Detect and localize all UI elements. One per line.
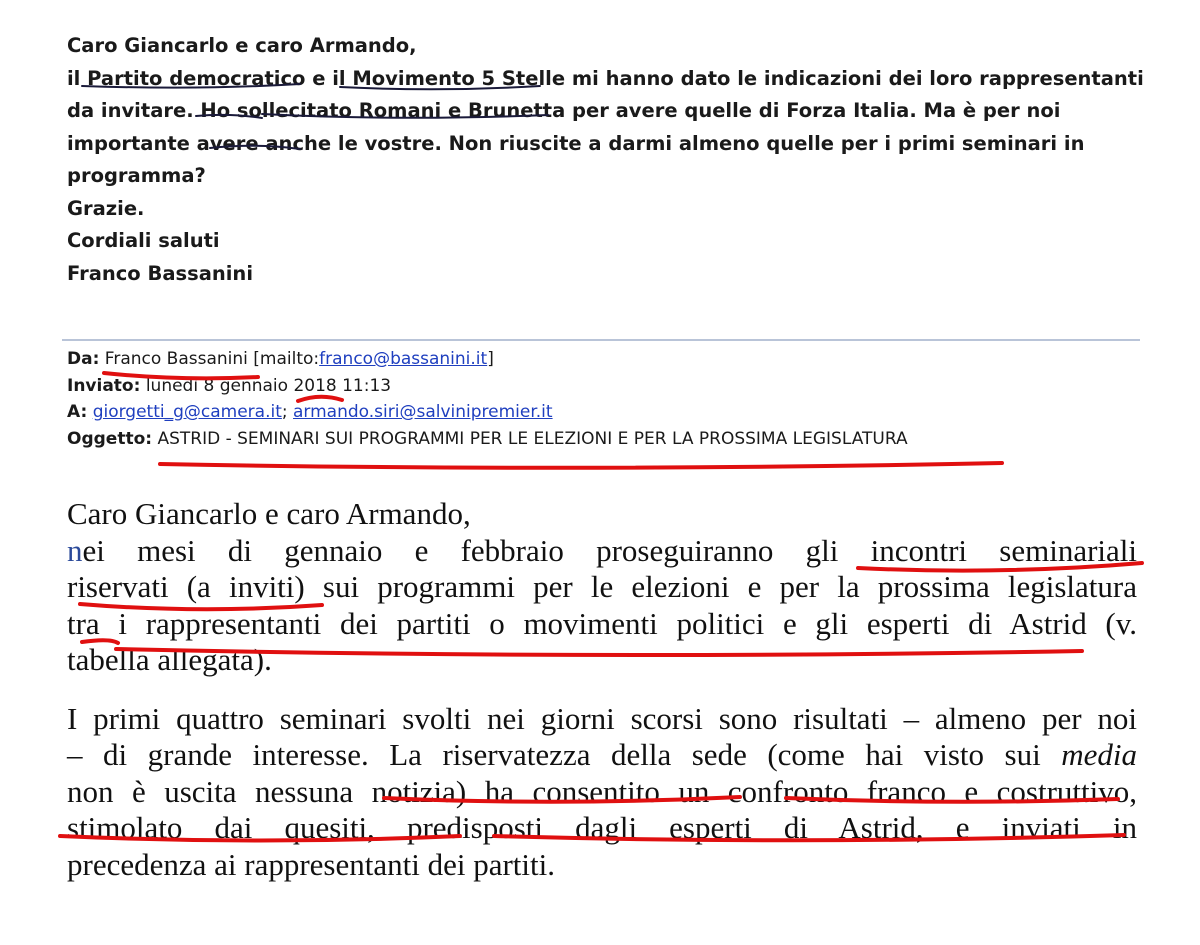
from-name: Franco Bassanini — [104, 349, 248, 369]
reply-signature: Franco Bassanini — [67, 261, 254, 285]
sent-value: lunedì 8 gennaio 2018 11:13 — [145, 375, 392, 396]
mailto-suffix: ] — [487, 349, 494, 369]
reply-line: il Partito democratico e il Movimento 5 Stelle mi hanno dato le indicazioni dei loro rappresentanti — [67, 66, 1144, 90]
body-line: stimolato dai quesiti, predisposti dagli esperti di Astrid, e inviati in — [67, 810, 1137, 845]
body-emphasis: media — [1061, 737, 1137, 772]
original-message-header — [67, 346, 1137, 452]
from-email-link[interactable]: franco@bassanini.it — [319, 349, 488, 369]
body-line: tra i rappresentanti dei partiti o movimenti politici e gli esperti di Astrid (v. — [67, 605, 1137, 641]
to-row — [67, 399, 1137, 426]
body-text: – di grande interesse. La riservatezza della sede (come hai visto sui — [67, 737, 1062, 772]
to-email-link-1[interactable]: giorgetti_g@camera.it — [92, 402, 282, 422]
body-line: non è uscita nessuna notizia) ha consentito un confronto franco e costruttivo, — [67, 773, 1137, 809]
from-label: Da: — [67, 349, 100, 369]
body-line: I primi quattro seminari svolti nei giorni scorsi sono risultati – almeno per noi — [67, 700, 1137, 736]
reply-greeting: Caro Giancarlo e caro Armando, — [67, 34, 417, 57]
body-line — [67, 737, 1137, 774]
subject-row — [67, 426, 1137, 453]
sent-label: Inviato: — [67, 375, 141, 396]
reply-closing: Cordiali saluti — [67, 229, 220, 252]
red-underline-subject — [160, 463, 1002, 468]
sent-row — [67, 373, 1137, 400]
body-initial: n — [67, 532, 83, 568]
to-separator: ; — [281, 402, 288, 422]
mailto-prefix: [mailto: — [253, 349, 320, 369]
to-email-link-2[interactable]: armando.siri@salvinipremier.it — [293, 402, 553, 422]
body-line: precedenza ai rappresentanti dei partiti. — [67, 846, 555, 882]
subject-label: Oggetto: — [67, 428, 153, 449]
from-row — [67, 346, 1137, 373]
original-message-body — [67, 496, 1137, 883]
body-greeting: Caro Giancarlo e caro Armando, — [67, 496, 471, 531]
body-text: ei mesi di gennaio e febbraio proseguiranno gli incontri seminariali — [82, 532, 1137, 568]
body-line: riservati (a inviti) sui programmi per le elezioni e per la prossima legislatura — [67, 569, 1137, 604]
subject-value: ASTRID - SEMINARI SUI PROGRAMMI PER LE ELEZIONI E PER LA PROSSIMA LEGISLATURA — [157, 428, 908, 449]
reply-line: programma? — [67, 164, 206, 187]
reply-line: importante avere anche le vostre. Non riuscite a darmi almeno quelle per i primi seminari in — [67, 131, 1085, 155]
message-divider — [62, 339, 1140, 341]
body-line: tabella allegata). — [67, 642, 272, 677]
to-label: A: — [67, 402, 88, 422]
reply-message — [67, 30, 1144, 290]
reply-line: da invitare. Ho sollecitato Romani e Brunetta per avere quelle di Forza Italia. Ma è per noi — [67, 99, 1061, 122]
body-line — [67, 533, 1137, 570]
reply-thanks: Grazie. — [67, 196, 145, 220]
